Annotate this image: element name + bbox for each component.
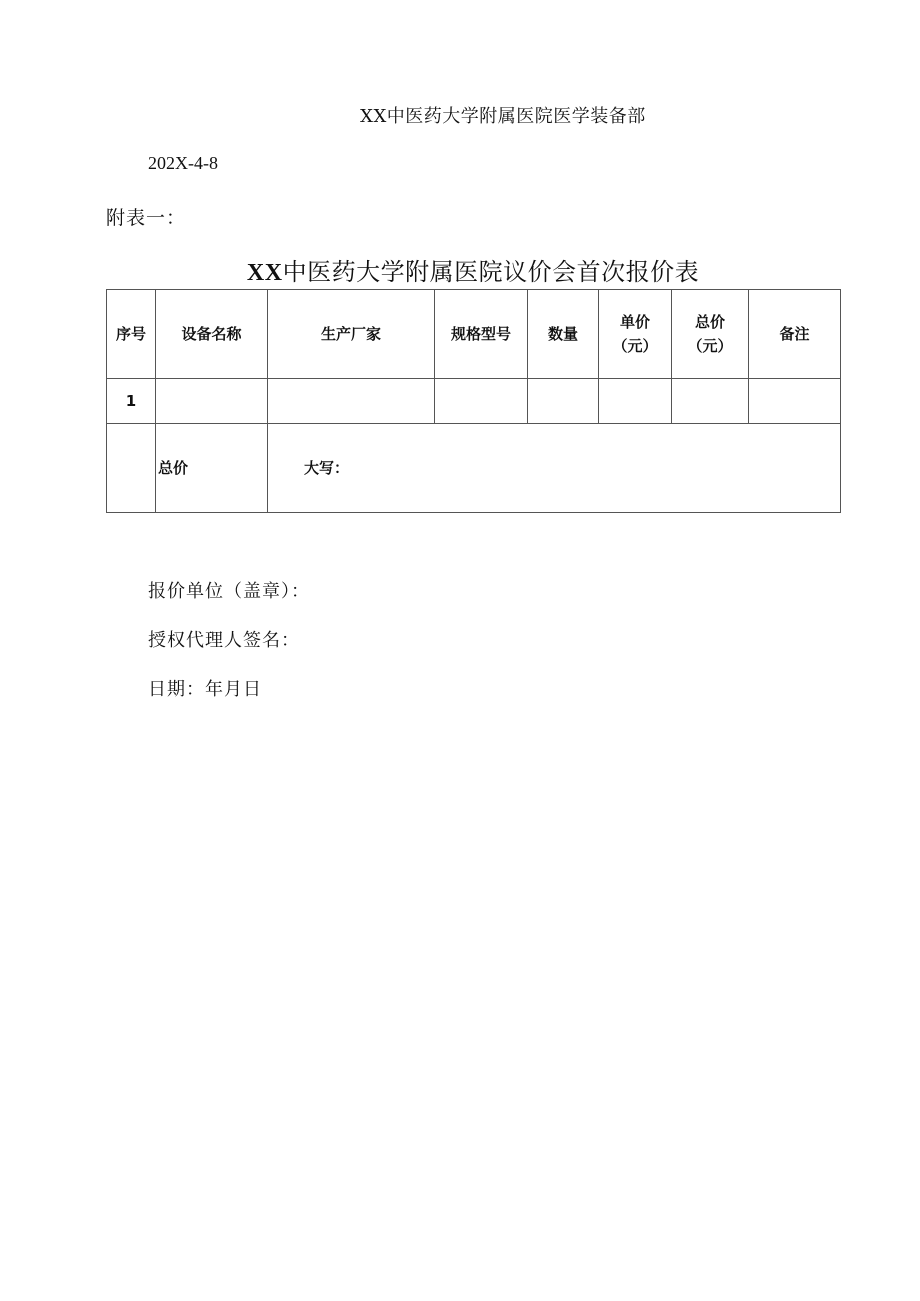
cell-remarks[interactable]: [749, 379, 841, 424]
cell-unit-price[interactable]: [599, 379, 672, 424]
header-total-price-label: 总价: [694, 313, 725, 331]
total-row-blank: [107, 424, 156, 513]
cell-total-price[interactable]: [672, 379, 749, 424]
appendix-label: 附表一：: [106, 207, 187, 229]
header-quantity: 数量: [528, 290, 599, 379]
header-seq: 序号: [107, 290, 156, 379]
table-title: [106, 252, 840, 287]
header-manufacturer: 生产厂家: [268, 290, 435, 379]
header-remarks: 备注: [749, 290, 841, 379]
table-title-prefix: XX: [246, 260, 283, 286]
cell-device-name[interactable]: [156, 379, 268, 424]
authorized-agent-line: 授权代理人签名：: [148, 630, 300, 651]
capital-amount-cell[interactable]: [268, 424, 841, 513]
capital-amount-label: 大写：: [304, 459, 350, 477]
header-device-name: 设备名称: [156, 290, 268, 379]
organization-name: XX中医药大学附属医院医学装备部: [360, 106, 646, 127]
cell-quantity[interactable]: [528, 379, 599, 424]
table-row: [107, 379, 841, 424]
header-unit-price: [599, 290, 672, 379]
quote-table: [106, 289, 841, 513]
quoting-unit-line: 报价单位（盖章）：: [148, 581, 310, 602]
document-date: 202X-4-8: [148, 153, 218, 173]
total-row: [107, 424, 841, 513]
header-unit-price-label: 单价: [619, 313, 650, 331]
header-unit-price-unit: （元）: [612, 337, 658, 355]
date-signature-line: 日期：年月日: [148, 679, 262, 700]
cell-model[interactable]: [435, 379, 528, 424]
table-title-text: 中医药大学附属医院议价会首次报价表: [282, 258, 700, 286]
header-total-price: [672, 290, 749, 379]
cell-seq: 1: [107, 379, 156, 424]
header-model: 规格型号: [435, 290, 528, 379]
header-total-price-unit: （元）: [687, 337, 733, 355]
table-header-row: [107, 290, 841, 379]
cell-manufacturer[interactable]: [268, 379, 435, 424]
total-label: 总价: [156, 424, 268, 513]
